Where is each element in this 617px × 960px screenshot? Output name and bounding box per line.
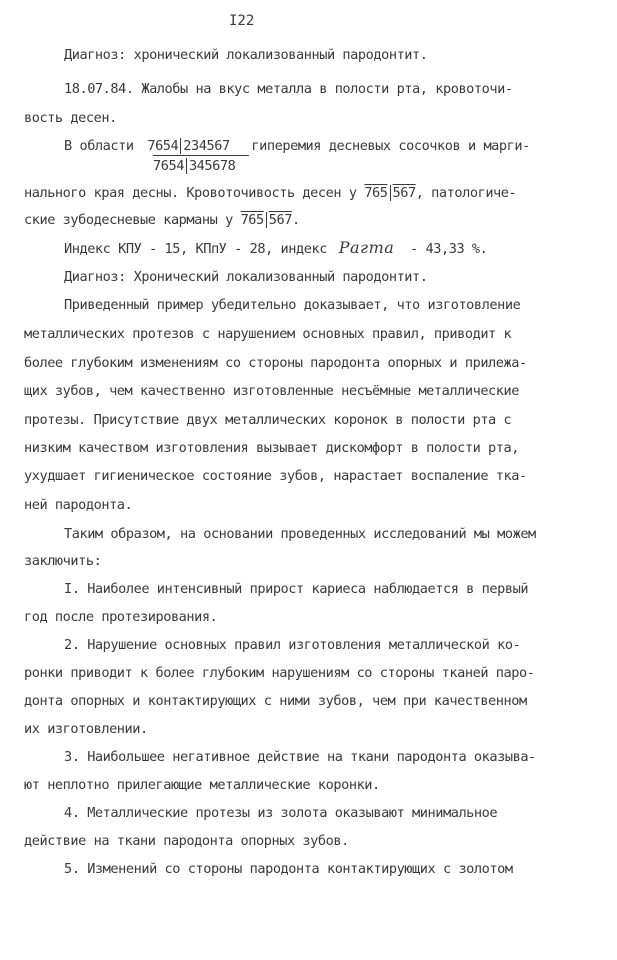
- text-line-5: [153, 157, 235, 175]
- text-line-8-pre: Индекс КПУ - 15, КПпУ - 28, индекс: [64, 241, 327, 257]
- text-line-6-post: , патологиче-: [415, 185, 517, 201]
- text-line-12: более глубоким изменениям со стороны пародонта опорных и прилежа-: [24, 355, 527, 371]
- text-line-7-post: .: [291, 212, 300, 228]
- text-line-7-pre: ские зубодесневые карманы у: [24, 212, 233, 228]
- page-number: I22: [229, 13, 255, 29]
- text-line-9: Диагноз: Хронический локализованный пародонтит.: [64, 269, 428, 285]
- text-line-4-post: гиперемия десневых сосочков и марги-: [251, 138, 530, 154]
- text-line-4-pre: В области: [64, 138, 134, 154]
- text-line-2: 18.07.84. Жалобы на вкус металла в полости рта, кровоточи-: [64, 81, 513, 97]
- conclusion-2-line-3: донта опорных и контактирующих с ними зубов, чем при качественном: [24, 693, 527, 709]
- conclusion-2-line-2: ронки приводит к более глубоким нарушениям со стороны тканей паро-: [24, 665, 535, 681]
- conclusion-3-line-2: ют неплотно прилегающие металлические коронки.: [24, 777, 380, 793]
- handwritten-index-name: Рагта: [338, 238, 395, 257]
- text-line-8-post: - 43,33 %.: [410, 241, 488, 257]
- text-line-1: Диагноз: хронический локализованный пародонтит.: [64, 47, 428, 63]
- text-line-11: металлических протезов с нарушением основных правил, приводит к: [24, 326, 512, 342]
- conclusion-4-line-1: 4. Металлические протезы из золота оказывают минимальное: [64, 805, 498, 821]
- tooth-formula-gum-left: 765: [364, 185, 388, 201]
- conclusion-2-line-1: 2. Нарушение основных правил изготовления металлической ко-: [64, 637, 521, 653]
- text-line-19: заключить:: [24, 553, 102, 569]
- conclusion-3-line-1: 3. Наибольшее негативное действие на ткани пародонта оказыва-: [64, 749, 536, 765]
- text-line-6: [24, 184, 516, 202]
- text-line-8: [64, 239, 487, 258]
- tooth-formula-pocket-right: 567: [266, 212, 292, 228]
- conclusion-4-line-2: действие на ткани пародонта опорных зубов.: [24, 833, 349, 849]
- text-line-18: Таким образом, на основании проведенных исследований мы можем: [64, 526, 536, 542]
- text-line-15: низким качеством изготовления вызывает дискомфорт в полости рта,: [24, 440, 519, 456]
- conclusion-2-line-4: их изготовлении.: [24, 721, 148, 737]
- tooth-formula-pocket-left: 765: [240, 212, 264, 228]
- text-line-17: ней пародонта.: [24, 497, 133, 513]
- text-line-6-pre: нального края десны. Кровоточивость десен у: [24, 185, 357, 201]
- conclusion-1-line-1: I. Наиболее интенсивный прирост кариеса наблюдается в первый: [64, 581, 529, 597]
- text-line-16: ухудшает гигиеническое состояние зубов, нарастает воспаление ткa-: [24, 468, 527, 484]
- text-line-13: щих зубов, чем качественно изготовленные несъёмные металлические: [24, 383, 519, 399]
- conclusion-5-line-1: 5. Изменений со стороны пародонта контактирующих с золотом: [64, 861, 513, 877]
- tooth-formula-lower-left: 7654: [153, 158, 184, 174]
- text-line-7: [24, 211, 300, 229]
- tooth-formula-divider: [153, 155, 249, 156]
- text-line-4: [64, 137, 530, 155]
- text-line-14: протезы. Присутствие двух металлических коронок в полости рта с: [24, 412, 512, 428]
- tooth-formula-lower-right: 345678: [186, 158, 235, 174]
- conclusion-1-line-2: год после протезирования.: [24, 609, 218, 625]
- text-line-10: Приведенный пример убедительно доказывает, что изготовление: [64, 297, 521, 313]
- tooth-formula-upper-left: 7654: [147, 138, 179, 154]
- tooth-formula-upper-right: 234567: [180, 138, 229, 154]
- tooth-formula-gum-right: 567: [390, 185, 416, 201]
- text-line-3: вость десен.: [24, 110, 117, 126]
